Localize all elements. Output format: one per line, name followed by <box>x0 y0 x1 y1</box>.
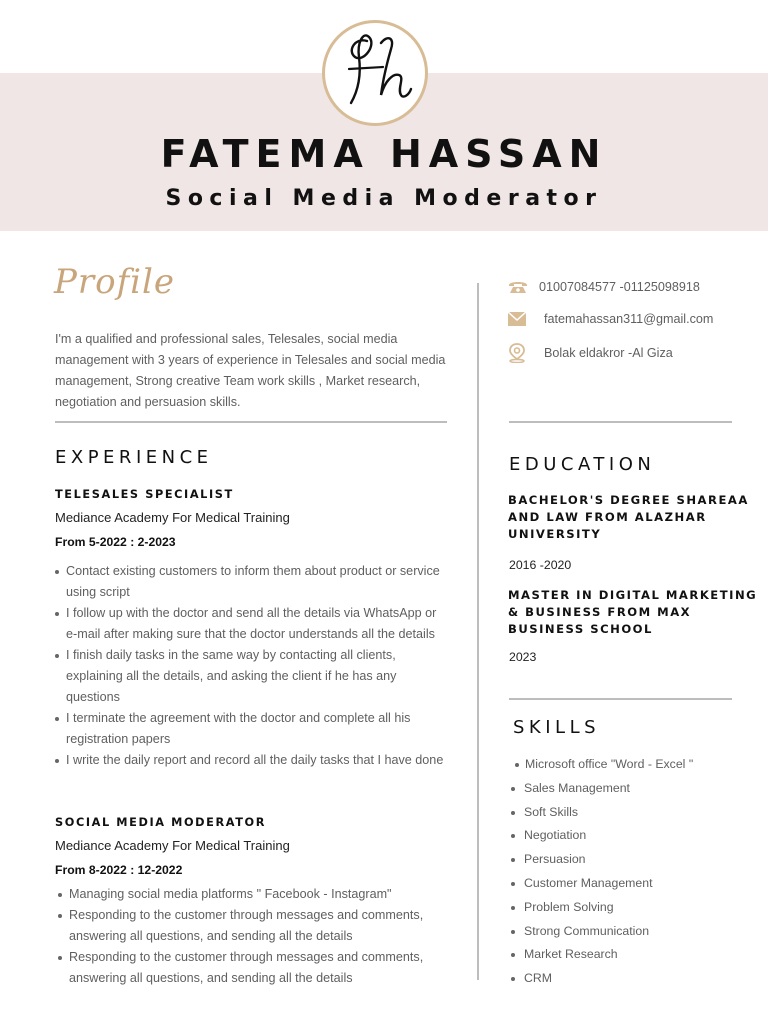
education-divider <box>509 698 732 700</box>
contact-email <box>508 312 713 326</box>
list-item: Microsoft office "Word - Excel " <box>511 753 693 777</box>
envelope-icon <box>508 312 530 326</box>
job-duties-list <box>58 884 438 989</box>
list-item: Sales Management <box>511 777 693 801</box>
job-title: TELESALES SPECIALIST <box>55 488 234 501</box>
monogram-script-icon <box>325 23 425 123</box>
contact-address <box>508 343 673 363</box>
job-company: Mediance Academy For Medical Training <box>55 838 290 853</box>
list-item: I follow up with the doctor and send all the details via WhatsApp or e-mail after making sure that the doctor understands all the details <box>55 603 445 645</box>
list-item: Persuasion <box>511 848 693 872</box>
list-item: Soft Skills <box>511 801 693 825</box>
list-item: I write the daily report and record all the daily tasks that I have done <box>55 750 445 771</box>
list-item: Contact existing customers to inform them about product or service using script <box>55 561 445 603</box>
phone-icon <box>508 280 530 294</box>
education-degree: MASTER IN DIGITAL MARKETING & BUSINESS FROM MAX BUSINESS SCHOOL <box>508 588 758 636</box>
job-duties-list <box>55 561 445 771</box>
education-years: 2016 -2020 <box>509 558 572 572</box>
monogram-logo <box>322 20 428 126</box>
email-address[interactable]: fatemahassan311@gmail.com <box>544 312 714 326</box>
profile-divider <box>55 421 447 423</box>
skills-heading: SKILLS <box>513 717 601 738</box>
list-item: Negotiation <box>511 824 693 848</box>
candidate-name: FATEMA HASSAN <box>160 132 608 176</box>
location-pin-icon <box>508 343 530 363</box>
list-item: Responding to the customer through messages and comments, answering all questions, and sending all the details <box>58 905 438 947</box>
education-degree: BACHELOR'S DEGREE SHAREAA AND LAW FROM ALAZHAR UNIVERSITY <box>508 493 749 541</box>
list-item: Customer Management <box>511 872 693 896</box>
list-item: Managing social media platforms " Facebook - Instagram" <box>58 884 438 905</box>
experience-heading: EXPERIENCE <box>55 447 213 468</box>
list-item: Market Research <box>511 943 693 967</box>
education-years: 2023 <box>509 650 537 664</box>
list-item: Problem Solving <box>511 896 693 920</box>
profile-text: I'm a qualified and professional sales, Telesales, social media management with 3 years of experience in Telesales and social media management, Strong creative Team work skills , Market research, negotiation and persuasion skills. <box>55 332 446 409</box>
candidate-role: Social Media Moderator <box>165 186 603 211</box>
job-dates: From 8-2022 : 12-2022 <box>55 863 183 877</box>
contact-phone <box>508 280 700 294</box>
list-item: CRM <box>511 967 693 991</box>
column-divider <box>477 283 479 980</box>
list-item: I finish daily tasks in the same way by contacting all clients, explaining all the details, and asking the client if he has any questions <box>55 645 445 708</box>
job-company: Mediance Academy For Medical Training <box>55 510 290 525</box>
list-item: I terminate the agreement with the doctor and complete all his registration papers <box>55 708 445 750</box>
job-title: SOCIAL MEDIA MODERATOR <box>55 816 267 829</box>
list-item: Responding to the customer through messages and comments, answering all questions, and sending all the details <box>58 947 438 989</box>
skills-list <box>511 753 693 991</box>
list-item: Strong Communication <box>511 920 693 944</box>
address-text: Bolak eldakror -Al Giza <box>544 346 673 360</box>
job-dates: From 5-2022 : 2-2023 <box>55 535 176 549</box>
phone-number[interactable]: 01007084577 -01125098918 <box>539 280 700 294</box>
contact-divider <box>509 421 732 423</box>
profile-heading: Profile <box>54 262 176 302</box>
education-heading: EDUCATION <box>509 454 656 475</box>
